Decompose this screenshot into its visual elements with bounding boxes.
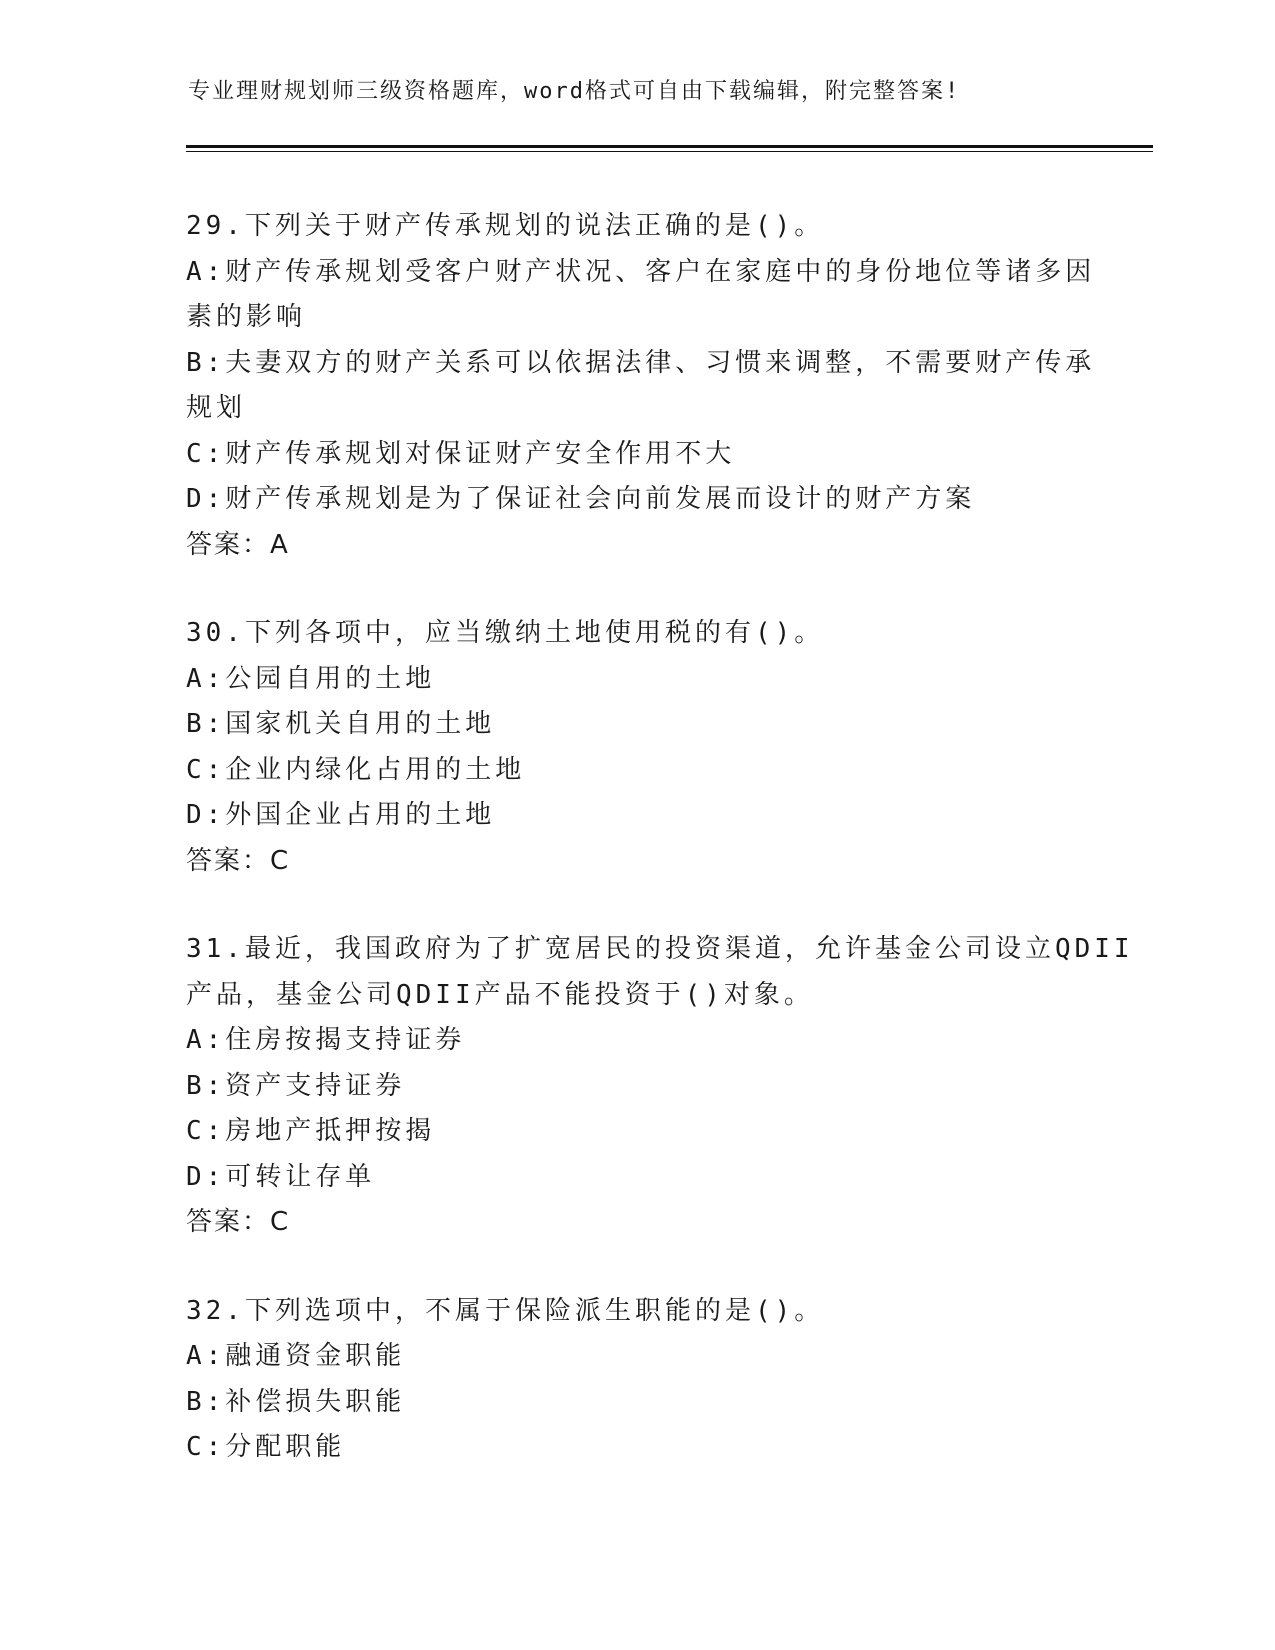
option-d: D:财产传承规划是为了保证社会向前发展而设计的财产方案: [186, 484, 976, 514]
question-text-continued: 产品，基金公司QDII产品不能投资于()对象。: [186, 979, 814, 1010]
option-d: D:外国企业占用的土地: [186, 800, 496, 830]
option-d: D:可转让存单: [186, 1161, 376, 1192]
question-29: [186, 204, 1096, 568]
option-b: B:国家机关自用的土地: [186, 709, 496, 739]
question-30: [186, 611, 1086, 884]
option-b: B:夫妻双方的财产关系可以依据法律、习惯来调整，不需要财产传承: [186, 347, 1096, 378]
option-b: B:补偿损失职能: [186, 1386, 406, 1417]
question-text: 30.下列各项中，应当缴纳土地使用税的有()。: [186, 618, 825, 648]
option-b-continued: 规划: [186, 393, 247, 423]
option-a-continued: 素的影响: [186, 302, 307, 332]
option-a: A:公园自用的土地: [186, 663, 436, 694]
option-b: B:资产支持证券: [186, 1070, 406, 1101]
question-list: [186, 204, 1134, 1514]
option-c: C:财产传承规划对保证财产安全作用不大: [186, 438, 736, 469]
question-31: [186, 927, 1134, 1246]
answer: 答案：C: [186, 845, 291, 876]
header-rule-thin: [186, 151, 1153, 152]
option-c: C:企业内绿化占用的土地: [186, 754, 526, 785]
option-c: C:房地产抵押按揭: [186, 1116, 436, 1146]
option-a: A:融通资金职能: [186, 1341, 406, 1371]
page-header: 专业理财规划师三级资格题库，word格式可自由下载编辑，附完整答案!: [188, 79, 961, 104]
answer: 答案：C: [186, 1207, 291, 1237]
answer: 答案：A: [186, 529, 290, 560]
question-text: 31.最近，我国政府为了扩宽居民的投资渠道，允许基金公司设立QDII: [186, 934, 1134, 964]
option-c: C:分配职能: [186, 1432, 346, 1462]
header-rule-thick: [186, 145, 1153, 148]
option-a: A:财产传承规划受客户财产状况、客户在家庭中的身份地位等诸多因: [186, 256, 1096, 287]
question-32: [186, 1289, 1086, 1471]
question-text: 32.下列选项中，不属于保险派生职能的是()。: [186, 1295, 825, 1326]
option-a: A:住房按揭支持证券: [186, 1025, 466, 1055]
question-text: 29.下列关于财产传承规划的说法正确的是()。: [186, 211, 825, 241]
